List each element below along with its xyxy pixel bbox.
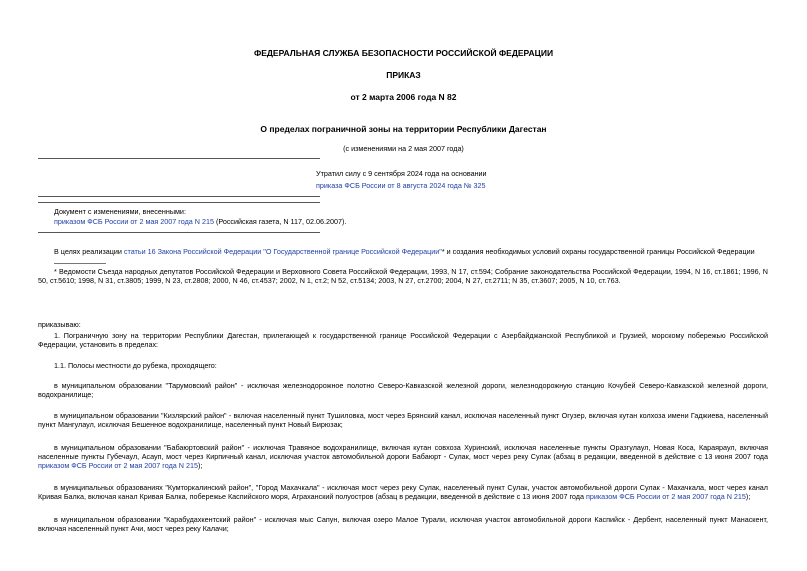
footnote-separator <box>54 263 106 264</box>
amendment-link[interactable]: приказом ФСБ России от 2 мая 2007 года N 215 <box>38 461 198 470</box>
preamble <box>54 247 784 256</box>
separator-line <box>38 196 320 197</box>
order-word: приказываю: <box>38 320 81 329</box>
paragraph-babayurt <box>38 443 768 470</box>
separator-line <box>38 232 320 233</box>
preamble-before: В целях реализации <box>54 247 124 256</box>
status-link[interactable]: приказа ФСБ России от 8 августа 2024 года № 325 <box>316 181 486 190</box>
paragraph-tarumovsky: в муниципальном образовании "Тарумовский район" - исключая железнодорожное полотно Северо-Кавказской железной дороги, железнодорожную станцию Кочубей Северо-Кавказской железной дороги, водохранилище; <box>38 381 768 399</box>
changes-link[interactable]: приказом ФСБ России от 2 мая 2007 года N 215 <box>54 217 214 226</box>
paragraph-kumtorkala <box>38 483 768 501</box>
doc-type: ПРИКАЗ <box>386 70 421 80</box>
separator-line <box>38 202 320 203</box>
agency-name: ФЕДЕРАЛЬНАЯ СЛУЖБА БЕЗОПАСНОСТИ РОССИЙСКОЙ ФЕДЕРАЦИИ <box>253 48 554 58</box>
changes-intro: Документ с изменениями, внесенными: <box>54 207 186 216</box>
amendments-note: (с изменениями на 2 мая 2007 года) <box>343 144 464 153</box>
doc-title: О пределах пограничной зоны на территории Республики Дагестан <box>260 124 547 134</box>
preamble-after: * и создания необходимых условий охраны государственной границы Российской Федерации <box>441 247 755 256</box>
paragraph-babayurt-text: в муниципальном образовании "Бабаюртовский район" - исключая Травяное водохранилище, включая кутан совхоза Хуринский, исключая населенные пункты Оразгулаул, Новая Коса, Караяраул, включая населенные пункты Губечаул, Асауп, мост через Кирпичный канал, исключая участок автомобильной дороги Бабаюрт - Сулак, мост через реку Сулак (абзац в редакции, введенной в действие с 13 июня 2007 года <box>38 443 768 461</box>
law-article-link[interactable]: статьи 16 Закона Российской Федерации "О Государственной границе Российской Федерации" <box>123 247 442 256</box>
paragraph-karabudakhkent: в муниципальном образовании "Карабудахкентский район" - исключая мыс Сапун, включая озеро Малое Турали, исключая участок автомобильной дороги Каспийск - Дербент, населенный пункт Манаскент, включая населенный пункт Ачи, мост через реку Калачи; <box>38 515 768 533</box>
changes-line <box>54 217 346 226</box>
separator-line <box>38 158 320 159</box>
paragraph-babayurt-tail: ); <box>197 461 203 470</box>
status-text: Утратил силу с 9 сентября 2024 года на основании <box>316 169 487 178</box>
footnote: * Ведомости Съезда народных депутатов Российской Федерации и Верховного Совета Российской Федерации, 1993, N 17, ст.594; Собрание законодательства Российской Федерации, 1994, N 16, ст.1861; 1996, N 50, ст.5610; 1998, N 31, ст.3805; 1999, N 23, ст.2808; 2000, N 46, ст.4537; 2002, N 1, ст.2; N 52, ст.5134; 2003, N 27, ст.2700; 2004, N 27, ст.2711; N 35, ст.3607; 2005, N 10, ст.763. <box>38 267 768 285</box>
paragraph-kumtorkala-tail: ); <box>745 492 751 501</box>
paragraph-kumtorkala-text: в муниципальных образованиях "Кумторкалинский район", "Город Махачкала" - исключая мост через реку Сулак, населенный пункт Сулак, участок автомобильной дороги Сулак - Махачкала, мост через канал Кривая Балка, включая канал Кривая Балка, побережье Каспийского моря, Аграханский полуостров (абзац в редакции, введенной в действие с 13 июня 2007 года <box>38 483 768 501</box>
item-1-1: 1.1. Полосы местности до рубежа, проходящего: <box>54 361 217 370</box>
changes-tail: (Российская газета, N 117, 02.06.2007). <box>213 217 347 226</box>
amendment-link[interactable]: приказом ФСБ России от 2 мая 2007 года N 215 <box>585 492 746 501</box>
doc-date-number: от 2 марта 2006 года N 82 <box>350 92 457 102</box>
paragraph-kizlyarsky: в муниципальном образовании "Кизлярский район" - включая населенный пункт Тушиловка, мост через Брянский канал, исключая населенный пункт Огузер, включая кутан колхоза имени Гаджиева, населенный пункт Мангулаул, исключая Бешенное водохранилище, населенный пункт Новый Бирюзак; <box>38 411 768 429</box>
item-1: 1. Пограничную зону на территории Республики Дагестан, прилегающей к государственной границе Российской Федерации с Азербайджанской Республикой и Грузией, морскому побережью Российской Федерации, установить в пределах: <box>38 331 768 349</box>
